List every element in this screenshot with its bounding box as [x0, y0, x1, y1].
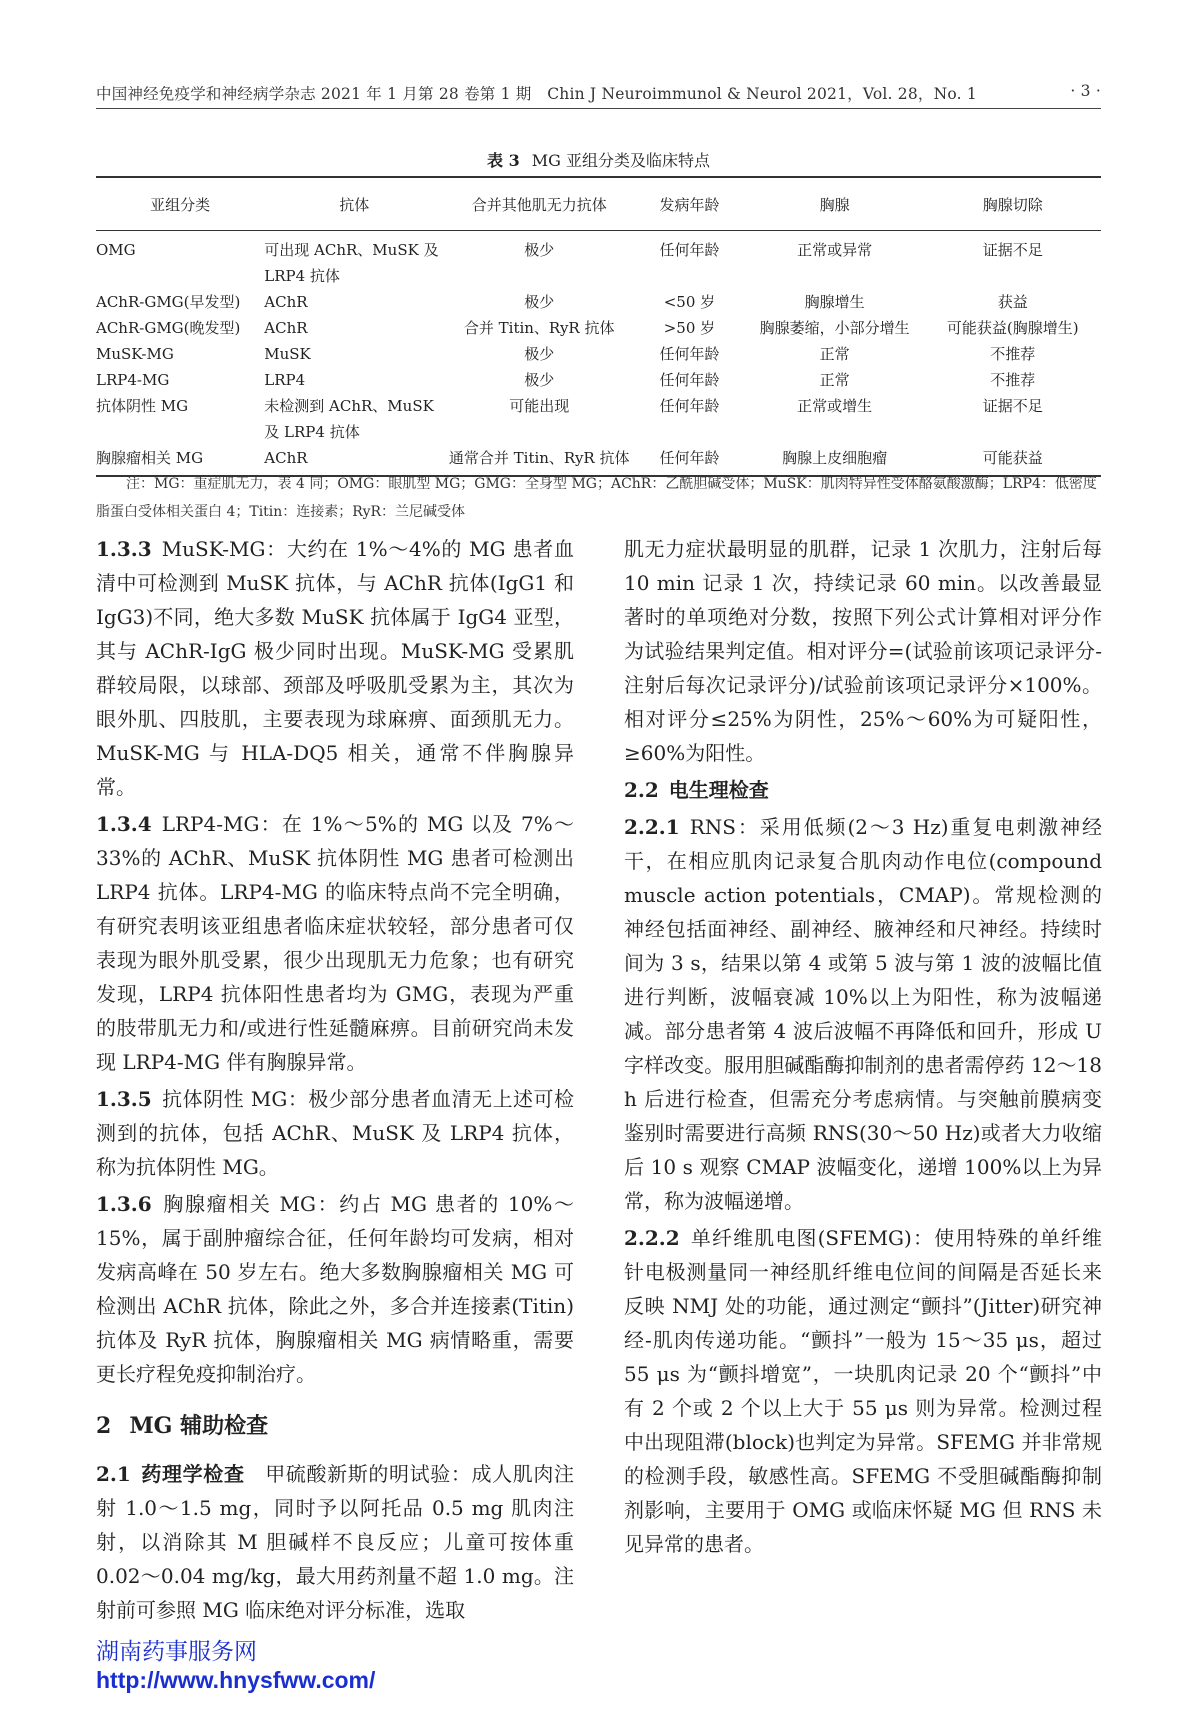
section-number: 2.2.1	[624, 815, 680, 839]
table-cell: 胸腺上皮细胞瘤	[745, 445, 925, 476]
section-number: 1.3.4	[96, 812, 152, 836]
section-number: 1.3.5	[96, 1087, 152, 1111]
table-cell: 合并 Titin、RyR 抗体	[463, 319, 615, 337]
table-cell: MuSK-MG	[96, 345, 174, 363]
paragraph-1-3-6	[96, 1187, 574, 1391]
table-cell: 证据不足	[982, 397, 1043, 415]
table-cell: 不推荐	[990, 345, 1036, 363]
right-column	[624, 532, 1102, 1561]
table-cell: 通常合并 Titin、RyR 抗体	[444, 445, 634, 476]
paragraph-text: 抗体阴性 MG：极少部分患者血清无上述可检测到的抗体，包括 AChR、MuSK 及 LRP4 抗体，称为抗体阴性 MG。	[96, 1087, 574, 1179]
table-header-cell: 抗体	[264, 177, 444, 231]
watermark-url: http://www.hnysfww.com/	[96, 1667, 376, 1693]
table-cell: 极少	[524, 371, 555, 389]
subsection-title: 电生理检查	[668, 778, 769, 802]
subsection-title: 药理学检查	[140, 1462, 245, 1486]
paragraph-text: 甲硫酸新斯的明试验：成人肌肉注射 1.0～1.5 mg，同时予以阿托品 0.5 mg 肌肉注射，以消除其 M 胆碱样不良反应；儿童可按体重 0.02～0.04 mg/kg，最大用药剂量不超 1.0 mg。注射前可参照 MG 临床绝对评分标准，选取	[96, 1462, 575, 1622]
table-cell: 胸腺瘤相关 MG	[96, 445, 264, 476]
table-cell: 正常	[819, 371, 850, 389]
table-cell: 获益	[997, 293, 1028, 311]
mg-subgroup-table	[96, 176, 1101, 477]
paragraph-2-1	[96, 1457, 574, 1627]
table-cell: 任何年龄	[659, 241, 720, 259]
table-cell: 任何年龄	[659, 397, 720, 415]
table-cell: AChR	[264, 319, 308, 337]
table-cell: 未检测到 AChR、MuSK 及 LRP4 抗体	[264, 397, 434, 441]
table-cell: 证据不足	[982, 241, 1043, 259]
table-header-cell: 胸腺切除	[924, 177, 1101, 231]
watermark-title: 湖南药事服务网	[96, 1638, 257, 1664]
table-header-cell: 发病年龄	[634, 177, 745, 231]
page-number: · 3 ·	[1070, 82, 1101, 100]
paragraph-1-3-4	[96, 807, 574, 1079]
running-header	[96, 82, 1101, 104]
paragraph-2-2-1	[624, 810, 1102, 1218]
table-header-cell: 合并其他肌无力抗体	[444, 177, 634, 231]
table-cell: 可能出现	[509, 397, 570, 415]
table-title: MG 亚组分类及临床特点	[531, 151, 710, 170]
paragraph-1-3-3	[96, 532, 574, 804]
section-title: MG 辅助检查	[129, 1413, 269, 1439]
table-row	[96, 341, 1101, 367]
site-watermark	[96, 1637, 375, 1695]
section-number: 2.2	[624, 778, 659, 802]
table-cell: 任何年龄	[634, 445, 745, 476]
table-cell: 极少	[524, 293, 555, 311]
paragraph-text: LRP4-MG：在 1%～5%的 MG 以及 7%～33%的 AChR、MuSK 抗体阴性 MG 患者可检测出 LRP4 抗体。LRP4-MG 的临床特点尚不完全明确，有研究表明该亚组患者临床症状较轻，部分患者可仅表现为眼外肌受累，很少出现肌无力危象；也有研究发现，LRP4 抗体阳性患者均为 GMG，表现为严重的肢带肌无力和/或进行性延髓麻痹。目前研究尚未发现 LRP4-MG 伴有胸腺异常。	[96, 812, 574, 1074]
table-row	[96, 367, 1101, 393]
table-caption	[96, 148, 1101, 171]
paragraph-continued: 肌无力症状最明显的肌群，记录 1 次肌力，注射后每 10 min 记录 1 次，持续记录 60 min。以改善最显著时的单项绝对分数，按照下列公式计算相对评分作为试验结果判定值。相对评分=(试验前该项记录评分-注射后每次记录评分)/试验前该项记录评分×100%。相对评分≤25%为阴性，25%～60%为可疑阳性，≥60%为阳性。	[624, 537, 1102, 765]
table-cell: <50 岁	[663, 293, 716, 311]
paragraph-1-3-5	[96, 1082, 574, 1184]
table-cell: 胸腺增生	[804, 293, 865, 311]
table-cell: LRP4-MG	[96, 371, 170, 389]
table-cell: 抗体阴性 MG	[96, 397, 189, 415]
table-cell: 任何年龄	[659, 371, 720, 389]
section-number: 2	[96, 1413, 112, 1439]
table-cell: 胸腺萎缩，小部分增生	[759, 319, 910, 337]
left-column	[96, 532, 574, 1627]
table-row	[96, 231, 1101, 290]
table-row	[96, 315, 1101, 341]
table-cell: AChR	[264, 293, 308, 311]
paragraph-text: 胸腺瘤相关 MG：约占 MG 患者的 10%～15%，属于副肿瘤综合征，任何年龄均可发病，相对发病高峰在 50 岁左右。绝大多数胸腺瘤相关 MG 可检测出 AChR 抗体，除此之外，多合并连接素(Titin)抗体及 RyR 抗体，胸腺瘤相关 MG 病情略重，需要更长疗程免疫抑制治疗。	[96, 1192, 574, 1386]
paragraph-text: RNS：采用低频(2～3 Hz)重复电刺激神经干，在相应肌肉记录复合肌肉动作电位(compound muscle action potentials，CMAP)。常规检测的神经包括面神经、副神经、腋神经和尺神经。持续时间为 3 s，结果以第 4 或第 5 波与第 1 波的波幅比值进行判断，波幅衰减 10%以上为阳性，称为波幅递减。部分患者第 4 波后波幅不再降低和回升，形成 U 字样改变。服用胆碱酯酶抑制剂的患者需停药 12～18 h 后进行检查，但需充分考虑病情。与突触前膜病变鉴别时需要进行高频 RNS(30～50 Hz)或者大力收缩后 10 s 观察 CMAP 波幅变化，递增 100%以上为异常，称为波幅递增。	[624, 815, 1102, 1213]
table-cell: 正常	[819, 345, 850, 363]
section-number: 1.3.3	[96, 537, 152, 561]
table-cell: 正常或增生	[797, 397, 873, 415]
table-cell: 可出现 AChR、MuSK 及 LRP4 抗体	[264, 241, 439, 285]
table-label: 表 3	[487, 151, 520, 170]
header-rule	[96, 108, 1101, 109]
section-heading	[96, 1409, 574, 1443]
table-cell: MuSK	[264, 345, 311, 363]
section-number: 2.2.2	[624, 1226, 680, 1250]
section-number: 1.3.6	[96, 1192, 152, 1216]
table-cell: 可能获益	[924, 445, 1101, 476]
paragraph-text: 单纤维肌电图(SFEMG)：使用特殊的单纤维针电极测量同一神经肌纤维电位间的间隔是否延长来反映 NMJ 处的功能，通过测定“颤抖”(Jitter)研究神经-肌肉传递功能。“颤抖”一般为 15～35 μs，超过 55 μs 为“颤抖增宽”，一块肌肉记录 20 个“颤抖”中有 2 个或 2 个以上大于 55 μs 则为异常。检测过程中出现阻滞(block)也判定为异常。SFEMG 并非常规的检测手段，敏感性高。SFEMG 不受胆碱酯酶抑制剂影响，主要用于 OMG 或临床怀疑 MG 但 RNS 未见异常的患者。	[624, 1226, 1102, 1556]
table-row	[96, 393, 1101, 445]
table-cell: AChR-GMG(早发型)	[96, 293, 241, 311]
table-cell: AChR	[264, 445, 444, 476]
table-cell: 任何年龄	[659, 345, 720, 363]
paragraph-text: MuSK-MG：大约在 1%～4%的 MG 患者血清中可检测到 MuSK 抗体，与 AChR 抗体(IgG1 和 IgG3)不同，绝大多数 MuSK 抗体属于 IgG4 亚型，其与 AChR-IgG 极少同时出现。MuSK-MG 受累肌群较局限，以球部、颈部及呼吸肌受累为主，其次为眼外肌、四肢肌，主要表现为球麻痹、面颈肌无力。MuSK-MG 与 HLA-DQ5 相关，通常不伴胸腺异常。	[96, 537, 574, 799]
table-header-row	[96, 177, 1101, 231]
table-cell: 不推荐	[990, 371, 1036, 389]
table-header-cell: 亚组分类	[96, 177, 264, 231]
table-cell: 极少	[524, 345, 555, 363]
subsection-heading-2-2	[624, 773, 1102, 807]
table-cell: AChR-GMG(晚发型)	[96, 319, 241, 337]
table-cell: OMG	[96, 241, 136, 259]
table-cell: 正常或异常	[797, 241, 873, 259]
section-number: 2.1	[96, 1462, 131, 1486]
table-cell: LRP4	[264, 371, 306, 389]
table-row	[96, 289, 1101, 315]
table-header-cell: 胸腺	[745, 177, 925, 231]
paragraph-2-2-2	[624, 1221, 1102, 1561]
table-cell: 极少	[524, 241, 555, 259]
table-cell: 可能获益(胸腺增生)	[946, 319, 1079, 337]
table-cell: >50 岁	[663, 319, 716, 337]
journal-citation: 中国神经免疫学和神经病学杂志 2021 年 1 月第 28 卷第 1 期 Chin J Neuroimmunol & Neurol 2021，Vol. 28，No. 1	[96, 85, 977, 103]
table-footnote: 注：MG：重症肌无力，表 4 同；OMG：眼肌型 MG；GMG：全身型 MG；AChR：乙酰胆碱受体；MuSK：肌肉特异性受体酪氨酸激酶；LRP4：低密度脂蛋白受体相关蛋白 4；Titin：连接素；RyR：兰尼碱受体	[96, 476, 1097, 520]
